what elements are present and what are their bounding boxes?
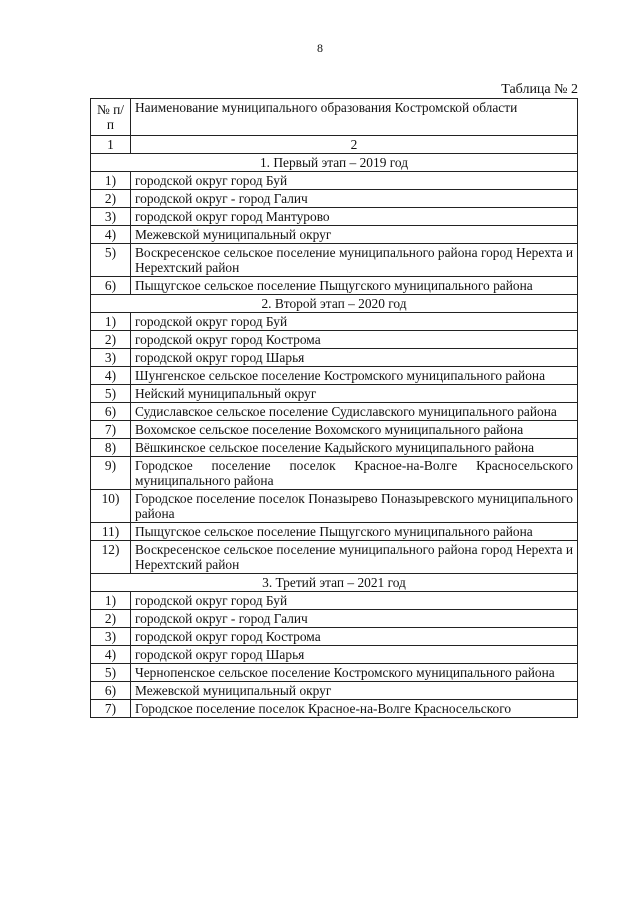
table-row (91, 646, 578, 664)
table-row (91, 172, 578, 190)
row-number: 3) (91, 349, 131, 367)
table-row (91, 541, 578, 574)
municipality-name: Городское поселение поселок Красное-на-Волге Красносельского муниципального района (131, 457, 578, 490)
municipality-name: Воскресенское сельское поселение муниципального района город Нерехта и Нерехтский район (131, 244, 578, 277)
row-number: 4) (91, 646, 131, 664)
row-number: 1) (91, 592, 131, 610)
table-row (91, 421, 578, 439)
municipality-name: городской округ - город Галич (131, 610, 578, 628)
municipality-name: Межевской муниципальный округ (131, 682, 578, 700)
header-name: Наименование муниципального образования Костромской области (131, 99, 578, 136)
row-number: 6) (91, 682, 131, 700)
municipalities-table (90, 98, 578, 718)
row-number: 7) (91, 421, 131, 439)
table-row (91, 700, 578, 718)
table-row (91, 208, 578, 226)
row-number: 7) (91, 700, 131, 718)
stage-title: 3. Третий этап – 2021 год (91, 574, 578, 592)
municipality-name: Воскресенское сельское поселение муниципального района город Нерехта и Нерехтский район (131, 541, 578, 574)
table-row (91, 439, 578, 457)
stage-header-row (91, 154, 578, 172)
table-row (91, 628, 578, 646)
municipality-name: городской округ город Кострома (131, 331, 578, 349)
stage-title: 1. Первый этап – 2019 год (91, 154, 578, 172)
municipality-name: Чернопенское сельское поселение Костромского муниципального района (131, 664, 578, 682)
table-row (91, 490, 578, 523)
municipality-name: Пыщугское сельское поселение Пыщугского муниципального района (131, 523, 578, 541)
table-header-row (91, 99, 578, 136)
municipality-name: Городское поселение поселок Красное-на-Волге Красносельского (131, 700, 578, 718)
table-row (91, 385, 578, 403)
municipality-name: городской округ город Буй (131, 313, 578, 331)
row-number: 8) (91, 439, 131, 457)
table-row (91, 190, 578, 208)
index-cell-1: 1 (91, 136, 131, 154)
municipality-name: Шунгенское сельское поселение Костромского муниципального района (131, 367, 578, 385)
row-number: 10) (91, 490, 131, 523)
row-number: 4) (91, 367, 131, 385)
row-number: 2) (91, 610, 131, 628)
municipality-name: городской округ город Буй (131, 592, 578, 610)
row-number: 5) (91, 385, 131, 403)
stage-title: 2. Второй этап – 2020 год (91, 295, 578, 313)
table-row (91, 523, 578, 541)
row-number: 12) (91, 541, 131, 574)
table-row (91, 277, 578, 295)
table-row (91, 457, 578, 490)
municipality-name: городской округ город Кострома (131, 628, 578, 646)
row-number: 6) (91, 277, 131, 295)
table-row (91, 664, 578, 682)
table-row (91, 682, 578, 700)
stage-header-row (91, 574, 578, 592)
row-number: 5) (91, 244, 131, 277)
municipality-name: Вёшкинское сельское поселение Кадыйского муниципального района (131, 439, 578, 457)
municipality-name: Вохомское сельское поселение Вохомского муниципального района (131, 421, 578, 439)
table-row (91, 403, 578, 421)
municipality-name: городской округ город Шарья (131, 349, 578, 367)
row-number: 3) (91, 628, 131, 646)
row-number: 5) (91, 664, 131, 682)
row-number: 3) (91, 208, 131, 226)
municipality-name: городской округ город Буй (131, 172, 578, 190)
row-number: 4) (91, 226, 131, 244)
row-number: 2) (91, 331, 131, 349)
table-row (91, 349, 578, 367)
page-number: 8 (317, 41, 323, 55)
municipality-name: городской округ - город Галич (131, 190, 578, 208)
municipality-name: Нейский муниципальный округ (131, 385, 578, 403)
table-row (91, 226, 578, 244)
table-row (91, 331, 578, 349)
municipality-name: Городское поселение поселок Поназырево Поназыревского муниципального района (131, 490, 578, 523)
row-number: 9) (91, 457, 131, 490)
table-caption: Таблица № 2 (501, 82, 578, 97)
table-body (91, 154, 578, 718)
table-index-row (91, 136, 578, 154)
table-row (91, 313, 578, 331)
row-number: 1) (91, 172, 131, 190)
municipality-name: Межевской муниципальный округ (131, 226, 578, 244)
stage-header-row (91, 295, 578, 313)
table-row (91, 592, 578, 610)
row-number: 11) (91, 523, 131, 541)
index-cell-2: 2 (131, 136, 578, 154)
municipality-name: городской округ город Мантурово (131, 208, 578, 226)
table-row (91, 244, 578, 277)
municipality-name: Судиславское сельское поселение Судиславского муниципального района (131, 403, 578, 421)
row-number: 6) (91, 403, 131, 421)
municipality-name: Пыщугское сельское поселение Пыщугского муниципального района (131, 277, 578, 295)
row-number: 1) (91, 313, 131, 331)
table-row (91, 610, 578, 628)
municipality-name: городской округ город Шарья (131, 646, 578, 664)
header-number: № п/п (91, 99, 131, 136)
row-number: 2) (91, 190, 131, 208)
table-row (91, 367, 578, 385)
